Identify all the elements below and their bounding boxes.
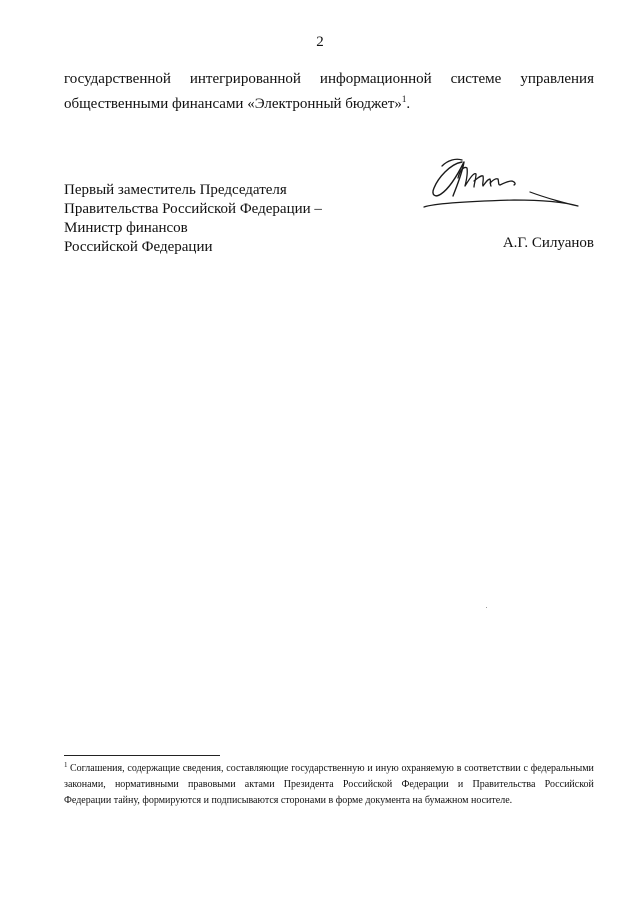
footnote xyxy=(64,761,594,809)
body-line-1 xyxy=(64,67,594,92)
body-word: системе xyxy=(450,71,502,87)
footnote-word: Президента xyxy=(283,779,334,790)
footnote-word: нормативными xyxy=(114,779,179,790)
body-word: управления xyxy=(520,71,594,87)
footnote-word: государственную xyxy=(291,763,365,774)
footnote-word: законами, xyxy=(64,779,106,790)
footnote-word: Российской xyxy=(342,779,393,790)
footnote-reference: 1 xyxy=(401,94,407,104)
footnote-word: и xyxy=(367,763,373,774)
signatory-position-line: Первый заместитель Председателя xyxy=(64,182,287,198)
scan-speck xyxy=(486,607,487,608)
footnote-word: составляющие xyxy=(226,763,289,774)
footnote-line-1 xyxy=(64,761,594,777)
footnote-word: Российской xyxy=(544,779,594,790)
footnote-word-first xyxy=(64,761,125,777)
body-word: государственной xyxy=(64,71,171,87)
signatory-position-line: Российской Федерации xyxy=(64,239,213,255)
footnote-word: правовыми xyxy=(188,779,236,790)
signatory-position-line: Правительства Российской Федерации – xyxy=(64,201,322,217)
footnote-word: иную xyxy=(375,763,399,774)
body-line-2-text: общественными финансами «Электронный бюджет» xyxy=(64,96,402,112)
footnote-marker: 1 xyxy=(64,761,68,769)
footnote-word: Правительства xyxy=(472,779,536,790)
signatory-position-line: Министр финансов xyxy=(64,220,188,236)
footnote-word: Федерации xyxy=(401,779,449,790)
footnote-word: в xyxy=(456,763,462,774)
footnote-word: соответствии xyxy=(464,763,521,774)
footnote-word: Соглашения, xyxy=(70,763,125,774)
footnote-word: охраняемую xyxy=(401,763,454,774)
footnote-line-2 xyxy=(64,777,594,793)
footnote-line-3: Федерации тайну, формируются и подписываются сторонами в форме документа на бумажном носителе. xyxy=(64,795,513,806)
body-line-2 xyxy=(64,92,594,117)
handwritten-signature xyxy=(418,148,588,220)
body-word: интегрированной xyxy=(189,71,301,87)
signatory-position xyxy=(64,181,322,257)
body-line-2-end: . xyxy=(406,96,411,112)
body-paragraph xyxy=(64,67,594,117)
footnote-word: федеральными xyxy=(530,763,594,774)
body-word: информационной xyxy=(319,71,432,87)
footnote-separator xyxy=(64,755,220,756)
footnote-word: с xyxy=(523,763,528,774)
signatory-name: А.Г. Силуанов xyxy=(502,235,594,251)
footnote-word: содержащие xyxy=(127,763,180,774)
footnote-word: сведения, xyxy=(182,763,224,774)
page-number: 2 xyxy=(316,34,324,50)
footnote-word: актами xyxy=(244,779,275,790)
footnote-word: и xyxy=(457,779,464,790)
